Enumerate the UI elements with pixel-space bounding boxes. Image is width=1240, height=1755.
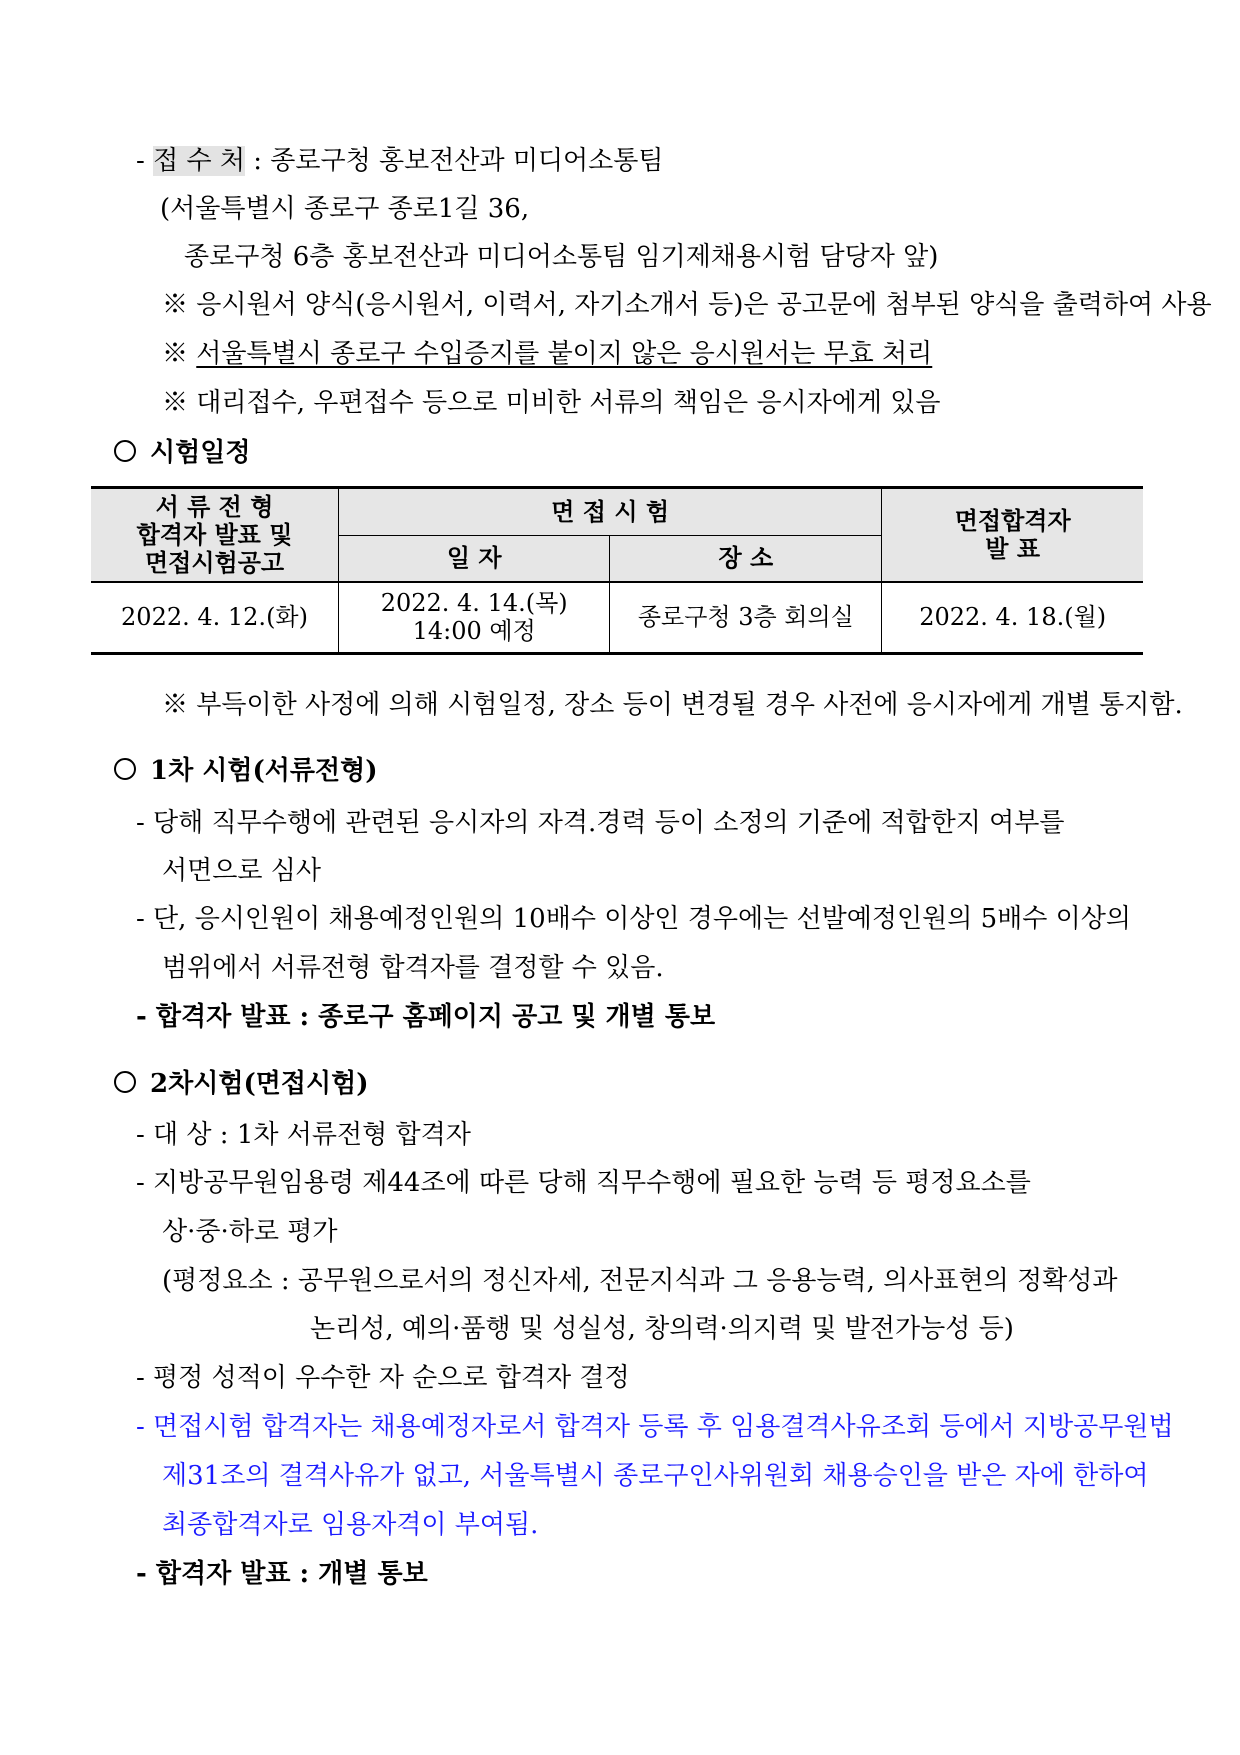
header-final-result: 면접합격자 발 표 <box>882 488 1143 582</box>
reception-line: - 접 수 처 : 종로구청 홍보전산과 미디어소통팀 <box>136 146 664 176</box>
circle-bullet-icon <box>114 440 136 462</box>
header-interview: 면 접 시 험 <box>339 488 882 536</box>
second-exam-item-4c: 최종합격자로 임용자격이 부여됨. <box>162 1510 539 1540</box>
second-exam-item-3: - 평정 성적이 우수한 자 순으로 합격자 결정 <box>136 1363 630 1393</box>
second-exam-item-5: - 합격자 발표 : 개별 통보 <box>136 1559 428 1589</box>
second-exam-item-1: - 대 상 : 1차 서류전형 합격자 <box>136 1120 471 1150</box>
second-exam-item-4a: - 면접시험 합격자는 채용예정자로서 합격자 등록 후 임용결격사유조회 등에서 지방공무원법 <box>136 1412 1174 1442</box>
second-exam-criteria-2: 논리성, 예의·품행 및 성실성, 창의력·의지력 및 발전가능성 등) <box>310 1314 1014 1344</box>
first-exam-item-1b: 서면으로 심사 <box>162 856 321 886</box>
reception-value: 종로구청 홍보전산과 미디어소통팀 <box>270 146 664 176</box>
first-exam-item-2a: - 단, 응시인원이 채용예정인원의 10배수 이상인 경우에는 선발예정인원의 5배수 이상의 <box>136 904 1132 934</box>
cell-result-date: 2022. 4. 18.(월) <box>882 582 1143 654</box>
reception-note-2 <box>162 337 932 371</box>
second-exam-item-4b: 제31조의 결격사유가 없고, 서울특별시 종로구인사위원회 채용승인을 받은 자에 한하여 <box>162 1461 1149 1491</box>
first-exam-item-1a: - 당해 직무수행에 관련된 응시자의 자격.경력 등이 소정의 기준에 적합한지 여부를 <box>136 808 1065 838</box>
header-place: 장 소 <box>610 536 882 582</box>
schedule-table <box>91 486 1143 655</box>
first-exam-heading: 1차 시험(서류전형) <box>114 754 378 788</box>
cell-interview-date: 2022. 4. 14.(목) 14:00 예정 <box>339 582 610 654</box>
first-exam-item-2b: 범위에서 서류전형 합격자를 결정할 수 있음. <box>162 953 664 983</box>
header-doc-result: 서 류 전 형 합격자 발표 및 면접시험공고 <box>91 488 339 582</box>
second-exam-item-2a: - 지방공무원임용령 제44조에 따른 당해 직무수행에 필요한 능력 등 평정요소를 <box>136 1168 1031 1198</box>
first-exam-item-3: - 합격자 발표 : 종로구 홈페이지 공고 및 개별 통보 <box>136 1002 716 1032</box>
second-exam-criteria-1: (평정요소 : 공무원으로서의 정신자세, 전문지식과 그 응용능력, 의사표현의 정확성과 <box>162 1266 1118 1296</box>
reception-address-1: (서울특별시 종로구 종로1길 36, <box>160 194 530 224</box>
cell-interview-place: 종로구청 3층 회의실 <box>610 582 882 654</box>
schedule-note: ※ 부득이한 사정에 의해 시험일정, 장소 등이 변경될 경우 사전에 응시자에게 개별 통지함. <box>162 690 1183 720</box>
reception-address-2: 종로구청 6층 홍보전산과 미디어소통팀 임기제채용시험 담당자 앞) <box>184 242 939 272</box>
second-exam-item-2b: 상·중·하로 평가 <box>162 1217 338 1247</box>
schedule-heading: 시험일정 <box>114 436 250 470</box>
circle-bullet-icon <box>114 758 136 780</box>
header-date: 일 자 <box>339 536 610 582</box>
reception-note-2-text: 서울특별시 종로구 수입증지를 붙이지 않은 응시원서는 무효 처리 <box>196 339 933 369</box>
reception-label: 접 수 처 <box>153 146 245 176</box>
cell-doc-date: 2022. 4. 12.(화) <box>91 582 339 654</box>
reception-note-1: ※ 응시원서 양식(응시원서, 이력서, 자기소개서 등)은 공고문에 첨부된 양식을 출력하여 사용 <box>162 290 1212 320</box>
reception-note-3: ※ 대리접수, 우편접수 등으로 미비한 서류의 책임은 응시자에게 있음 <box>162 388 941 418</box>
note-mark: ※ <box>162 339 197 369</box>
circle-bullet-icon <box>114 1071 136 1093</box>
second-exam-heading: 2차시험(면접시험) <box>114 1067 369 1101</box>
